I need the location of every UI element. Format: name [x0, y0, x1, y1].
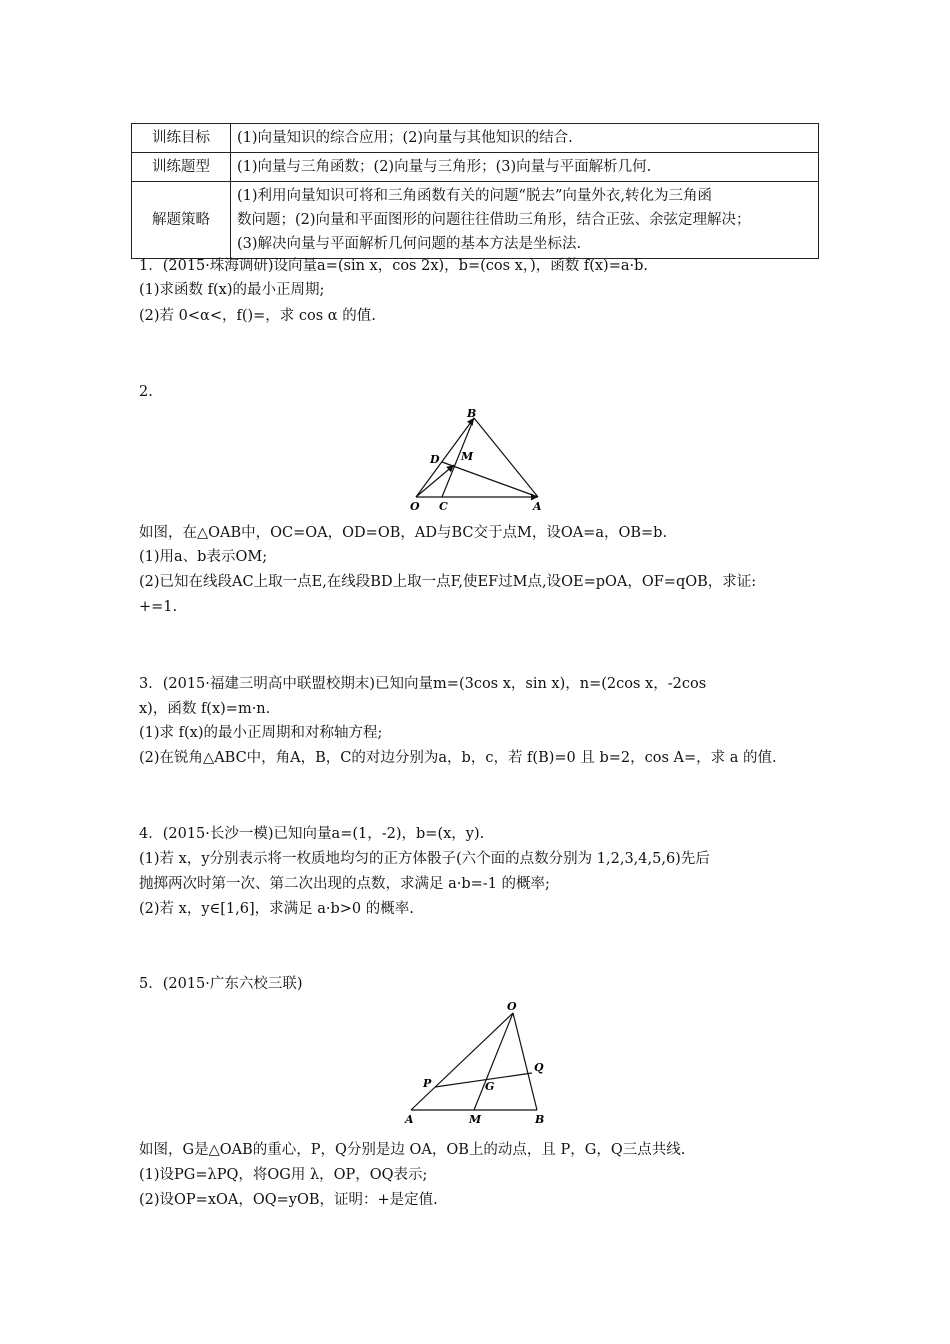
q1-part2: (2)若 0<α<，f()=，求 cos α 的值. — [139, 308, 376, 324]
segment-OA — [411, 1013, 513, 1110]
q2-stem: 如图，在△OAB中，OC=OA，OD=OB，AD与BC交于点M，设OA=a，OB=b. — [139, 525, 668, 541]
label-C: C — [439, 500, 448, 513]
segment-OM — [474, 1013, 513, 1110]
label-B: B — [467, 407, 477, 420]
q4-part1: (1)若 x，y分别表示将一枚质地均匀的正方体骰子(六个面的点数分别为 1,2,3,4,5,6)先后 — [139, 851, 710, 867]
q5-figure — [395, 995, 565, 1130]
q4-stem: 4．(2015·长沙一模)已知向量a=(1，-2)，b=(x，y). — [139, 826, 485, 842]
row-content — [231, 182, 819, 259]
label-G: G — [485, 1080, 495, 1093]
label-A: A — [533, 500, 542, 513]
label-P: P — [423, 1077, 432, 1090]
label-O: O — [507, 1000, 517, 1013]
label-Q: Q — [534, 1061, 544, 1074]
label-O: O — [410, 500, 420, 513]
strategy-line: 数问题；(2)向量和平面图形的问题往往借助三角形，结合正弦、余弦定理解决； — [237, 212, 751, 228]
q2-figure — [400, 405, 550, 515]
q1-stem: 1．(2015·珠海调研)设向量a=(sin x，cos 2x)，b=(cos x，)，函数 f(x)=a·b. — [139, 258, 648, 274]
row-label: 训练目标 — [132, 124, 231, 153]
q4-part2: (2)若 x，y∈[1,6]，求满足 a·b>0 的概率. — [139, 901, 414, 917]
q3-stem: 3．(2015·福建三明高中联盟校期末)已知向量m=(3cos x，sin x)，n=(2cos x，-2cos — [139, 676, 707, 692]
q3-part2: (2)在锐角△ABC中，角A，B，C的对边分别为a，b，c，若 f(B)=0 且 b=2，cos A=，求 a 的值. — [139, 750, 777, 766]
label-D: D — [430, 453, 440, 466]
q5-part2: (2)设OP=xOA，OQ=yOB，证明：+是定值. — [139, 1192, 438, 1208]
label-A: A — [405, 1113, 414, 1126]
row-label: 解题策略 — [132, 182, 231, 259]
row-content: (1)向量与三角函数；(2)向量与三角形；(3)向量与平面解析几何. — [231, 153, 819, 182]
table-row — [132, 124, 819, 153]
q3-part1: (1)求 f(x)的最小正周期和对称轴方程; — [139, 725, 383, 741]
strategy-line: (1)利用向量知识可将和三角函数有关的问题“脱去”向量外衣,转化为三角函 — [237, 188, 712, 204]
q2-number: 2. — [139, 384, 153, 400]
q1-part1: (1)求函数 f(x)的最小正周期; — [139, 282, 325, 298]
label-B: B — [535, 1113, 545, 1126]
q5-number: 5．(2015·广东六校三联) — [139, 976, 303, 992]
q5-stem: 如图，G是△OAB的重心，P，Q分别是边 OA，OB上的动点，且 P，G，Q三点共线. — [139, 1142, 686, 1158]
table-row — [132, 153, 819, 182]
label-M: M — [469, 1113, 482, 1126]
q3-stem-cont: x)，函数 f(x)=m·n. — [139, 701, 271, 717]
q2-part2-cont: +=1. — [139, 599, 178, 615]
q5-part1: (1)设PG=λPQ，将OG用 λ，OP，OQ表示; — [139, 1167, 428, 1183]
q2-part2: (2)已知在线段AC上取一点E,在线段BD上取一点F,使EF过M点,设OE=pOA，OF=qOB，求证: — [139, 574, 757, 590]
row-content: (1)向量知识的综合应用；(2)向量与其他知识的结合. — [231, 124, 819, 153]
q2-part1: (1)用a、b表示OM; — [139, 549, 268, 565]
training-table — [131, 123, 819, 259]
label-M: M — [461, 450, 474, 463]
row-label: 训练题型 — [132, 153, 231, 182]
table-row — [132, 182, 819, 259]
strategy-line: (3)解决向量与平面解析几何问题的基本方法是坐标法. — [237, 236, 582, 252]
q4-part1-cont: 抛掷两次时第一次、第二次出现的点数，求满足 a·b=-1 的概率; — [139, 876, 550, 892]
